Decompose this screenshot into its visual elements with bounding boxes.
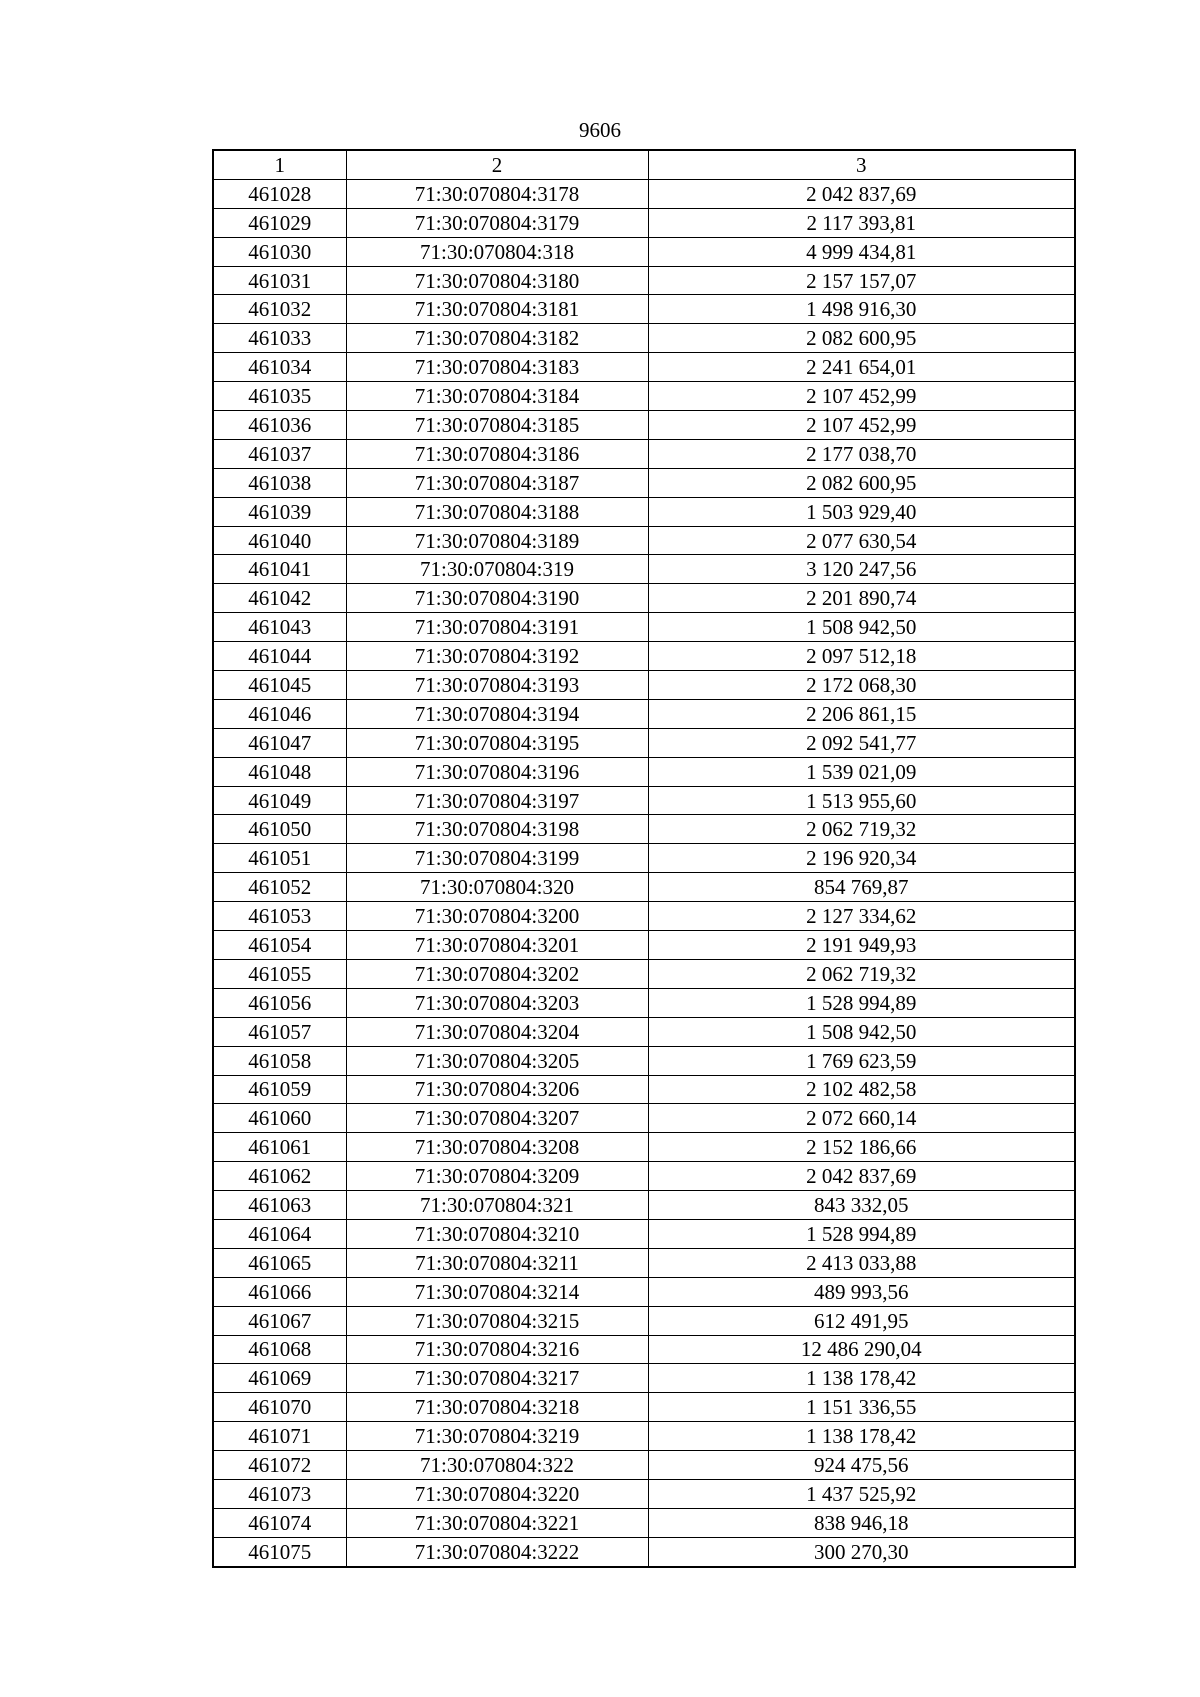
row-number-cell: 461050 — [213, 815, 346, 844]
table-row — [213, 584, 1075, 613]
table-row — [213, 179, 1075, 208]
row-number-cell: 461065 — [213, 1248, 346, 1277]
table-row — [213, 1508, 1075, 1537]
header-row — [213, 150, 1075, 179]
cadastral-number-cell: 71:30:070804:3202 — [346, 959, 648, 988]
table-row — [213, 671, 1075, 700]
row-number-cell: 461070 — [213, 1393, 346, 1422]
value-cell: 2 062 719,32 — [648, 959, 1075, 988]
value-cell: 2 152 186,66 — [648, 1133, 1075, 1162]
table-row — [213, 382, 1075, 411]
row-number-cell: 461053 — [213, 902, 346, 931]
page-number: 9606 — [579, 118, 621, 142]
value-cell: 1 138 178,42 — [648, 1364, 1075, 1393]
value-cell: 2 107 452,99 — [648, 411, 1075, 440]
table-row — [213, 439, 1075, 468]
table-body — [213, 179, 1075, 1566]
value-cell: 924 475,56 — [648, 1451, 1075, 1480]
value-cell: 1 769 623,59 — [648, 1046, 1075, 1075]
table-row — [213, 844, 1075, 873]
value-cell: 2 172 068,30 — [648, 671, 1075, 700]
row-number-cell: 461037 — [213, 439, 346, 468]
table-row — [213, 1017, 1075, 1046]
value-cell: 2 241 654,01 — [648, 353, 1075, 382]
cadastral-number-cell: 71:30:070804:3197 — [346, 786, 648, 815]
table-row — [213, 728, 1075, 757]
value-cell: 1 508 942,50 — [648, 1017, 1075, 1046]
table-row — [213, 1537, 1075, 1566]
row-number-cell: 461060 — [213, 1104, 346, 1133]
row-number-cell: 461073 — [213, 1479, 346, 1508]
cadastral-number-cell: 71:30:070804:3181 — [346, 295, 648, 324]
row-number-cell: 461042 — [213, 584, 346, 613]
cadastral-number-cell: 71:30:070804:3183 — [346, 353, 648, 382]
cadastral-number-cell: 71:30:070804:3195 — [346, 728, 648, 757]
table-row — [213, 411, 1075, 440]
value-cell: 2 042 837,69 — [648, 179, 1075, 208]
cadastral-number-cell: 71:30:070804:3219 — [346, 1422, 648, 1451]
table-row — [213, 468, 1075, 497]
table-row — [213, 208, 1075, 237]
row-number-cell: 461043 — [213, 613, 346, 642]
table-row — [213, 353, 1075, 382]
table-row — [213, 324, 1075, 353]
row-number-cell: 461071 — [213, 1422, 346, 1451]
column-header-2: 2 — [346, 150, 648, 179]
cadastral-number-cell: 71:30:070804:3182 — [346, 324, 648, 353]
row-number-cell: 461067 — [213, 1306, 346, 1335]
table-row — [213, 1219, 1075, 1248]
row-number-cell: 461028 — [213, 179, 346, 208]
row-number-cell: 461075 — [213, 1537, 346, 1566]
table-row — [213, 555, 1075, 584]
value-cell: 2 082 600,95 — [648, 324, 1075, 353]
table-row — [213, 902, 1075, 931]
table-row — [213, 642, 1075, 671]
value-cell: 2 196 920,34 — [648, 844, 1075, 873]
value-cell: 2 206 861,15 — [648, 699, 1075, 728]
value-cell: 2 413 033,88 — [648, 1248, 1075, 1277]
cadastral-number-cell: 71:30:070804:3207 — [346, 1104, 648, 1133]
row-number-cell: 461033 — [213, 324, 346, 353]
table-row — [213, 1335, 1075, 1364]
cadastral-number-cell: 71:30:070804:3178 — [346, 179, 648, 208]
table-row — [213, 786, 1075, 815]
row-number-cell: 461064 — [213, 1219, 346, 1248]
row-number-cell: 461068 — [213, 1335, 346, 1364]
cadastral-number-cell: 71:30:070804:3188 — [346, 497, 648, 526]
row-number-cell: 461069 — [213, 1364, 346, 1393]
value-cell: 1 498 916,30 — [648, 295, 1075, 324]
table-row — [213, 873, 1075, 902]
row-number-cell: 461036 — [213, 411, 346, 440]
table-row — [213, 1104, 1075, 1133]
value-cell: 1 151 336,55 — [648, 1393, 1075, 1422]
cadastral-number-cell: 71:30:070804:3214 — [346, 1277, 648, 1306]
row-number-cell: 461044 — [213, 642, 346, 671]
cadastral-number-cell: 71:30:070804:3186 — [346, 439, 648, 468]
value-cell: 2 092 541,77 — [648, 728, 1075, 757]
table-row — [213, 1191, 1075, 1220]
table-row — [213, 497, 1075, 526]
row-number-cell: 461048 — [213, 757, 346, 786]
value-cell: 2 117 393,81 — [648, 208, 1075, 237]
cadastral-number-cell: 71:30:070804:3218 — [346, 1393, 648, 1422]
row-number-cell: 461072 — [213, 1451, 346, 1480]
value-cell: 2 072 660,14 — [648, 1104, 1075, 1133]
row-number-cell: 461031 — [213, 266, 346, 295]
row-number-cell: 461066 — [213, 1277, 346, 1306]
value-cell: 2 201 890,74 — [648, 584, 1075, 613]
value-cell: 300 270,30 — [648, 1537, 1075, 1566]
table-row — [213, 1479, 1075, 1508]
row-number-cell: 461040 — [213, 526, 346, 555]
value-cell: 3 120 247,56 — [648, 555, 1075, 584]
row-number-cell: 461061 — [213, 1133, 346, 1162]
cadastral-number-cell: 71:30:070804:3204 — [346, 1017, 648, 1046]
value-cell: 1 508 942,50 — [648, 613, 1075, 642]
row-number-cell: 461030 — [213, 237, 346, 266]
value-cell: 854 769,87 — [648, 873, 1075, 902]
row-number-cell: 461039 — [213, 497, 346, 526]
table-row — [213, 1364, 1075, 1393]
cadastral-number-cell: 71:30:070804:3210 — [346, 1219, 648, 1248]
cadastral-number-cell: 71:30:070804:322 — [346, 1451, 648, 1480]
row-number-cell: 461054 — [213, 931, 346, 960]
row-number-cell: 461074 — [213, 1508, 346, 1537]
cadastral-number-cell: 71:30:070804:3185 — [346, 411, 648, 440]
table-row — [213, 815, 1075, 844]
table-row — [213, 613, 1075, 642]
value-cell: 1 138 178,42 — [648, 1422, 1075, 1451]
row-number-cell: 461051 — [213, 844, 346, 873]
row-number-cell: 461057 — [213, 1017, 346, 1046]
cadastral-number-cell: 71:30:070804:3180 — [346, 266, 648, 295]
value-cell: 2 062 719,32 — [648, 815, 1075, 844]
cadastral-number-cell: 71:30:070804:3193 — [346, 671, 648, 700]
value-cell: 1 528 994,89 — [648, 1219, 1075, 1248]
value-cell: 2 102 482,58 — [648, 1075, 1075, 1104]
value-cell: 2 097 512,18 — [648, 642, 1075, 671]
row-number-cell: 461035 — [213, 382, 346, 411]
cadastral-number-cell: 71:30:070804:3203 — [346, 988, 648, 1017]
cadastral-number-cell: 71:30:070804:3208 — [346, 1133, 648, 1162]
value-cell: 2 077 630,54 — [648, 526, 1075, 555]
table-row — [213, 237, 1075, 266]
table-row — [213, 1306, 1075, 1335]
cadastral-number-cell: 71:30:070804:321 — [346, 1191, 648, 1220]
table-row — [213, 1277, 1075, 1306]
cadastral-number-cell: 71:30:070804:3217 — [346, 1364, 648, 1393]
row-number-cell: 461047 — [213, 728, 346, 757]
value-cell: 4 999 434,81 — [648, 237, 1075, 266]
table-row — [213, 699, 1075, 728]
table-row — [213, 931, 1075, 960]
value-cell: 838 946,18 — [648, 1508, 1075, 1537]
value-cell: 489 993,56 — [648, 1277, 1075, 1306]
value-cell: 843 332,05 — [648, 1191, 1075, 1220]
row-number-cell: 461063 — [213, 1191, 346, 1220]
value-cell: 1 539 021,09 — [648, 757, 1075, 786]
value-cell: 1 503 929,40 — [648, 497, 1075, 526]
cadastral-number-cell: 71:30:070804:3206 — [346, 1075, 648, 1104]
cadastral-number-cell: 71:30:070804:3200 — [346, 902, 648, 931]
cadastral-number-cell: 71:30:070804:3216 — [346, 1335, 648, 1364]
row-number-cell: 461059 — [213, 1075, 346, 1104]
value-cell: 2 042 837,69 — [648, 1162, 1075, 1191]
row-number-cell: 461055 — [213, 959, 346, 988]
table-row — [213, 1248, 1075, 1277]
value-cell: 2 157 157,07 — [648, 266, 1075, 295]
table-row — [213, 1046, 1075, 1075]
table-row — [213, 1422, 1075, 1451]
value-cell: 2 127 334,62 — [648, 902, 1075, 931]
row-number-cell: 461049 — [213, 786, 346, 815]
table-row — [213, 1162, 1075, 1191]
cadastral-number-cell: 71:30:070804:3198 — [346, 815, 648, 844]
row-number-cell: 461058 — [213, 1046, 346, 1075]
cadastral-number-cell: 71:30:070804:3209 — [346, 1162, 648, 1191]
cadastral-number-cell: 71:30:070804:3187 — [346, 468, 648, 497]
cadastral-number-cell: 71:30:070804:3179 — [346, 208, 648, 237]
table-row — [213, 1133, 1075, 1162]
cadastral-number-cell: 71:30:070804:3220 — [346, 1479, 648, 1508]
row-number-cell: 461032 — [213, 295, 346, 324]
data-table — [212, 149, 1076, 1568]
row-number-cell: 461062 — [213, 1162, 346, 1191]
table-row — [213, 959, 1075, 988]
cadastral-number-cell: 71:30:070804:3215 — [346, 1306, 648, 1335]
table-row — [213, 1451, 1075, 1480]
table-row — [213, 1393, 1075, 1422]
value-cell: 2 082 600,95 — [648, 468, 1075, 497]
cadastral-number-cell: 71:30:070804:3190 — [346, 584, 648, 613]
value-cell: 612 491,95 — [648, 1306, 1075, 1335]
value-cell: 2 191 949,93 — [648, 931, 1075, 960]
cadastral-number-cell: 71:30:070804:318 — [346, 237, 648, 266]
column-header-1: 1 — [213, 150, 346, 179]
cadastral-number-cell: 71:30:070804:3196 — [346, 757, 648, 786]
cadastral-number-cell: 71:30:070804:3184 — [346, 382, 648, 411]
value-cell: 2 177 038,70 — [648, 439, 1075, 468]
table-row — [213, 1075, 1075, 1104]
cadastral-number-cell: 71:30:070804:3192 — [346, 642, 648, 671]
table-header — [213, 150, 1075, 179]
cadastral-number-cell: 71:30:070804:3211 — [346, 1248, 648, 1277]
row-number-cell: 461046 — [213, 699, 346, 728]
value-cell: 12 486 290,04 — [648, 1335, 1075, 1364]
table-row — [213, 526, 1075, 555]
row-number-cell: 461052 — [213, 873, 346, 902]
value-cell: 1 437 525,92 — [648, 1479, 1075, 1508]
row-number-cell: 461056 — [213, 988, 346, 1017]
cadastral-number-cell: 71:30:070804:320 — [346, 873, 648, 902]
cadastral-number-cell: 71:30:070804:3194 — [346, 699, 648, 728]
cadastral-number-cell: 71:30:070804:3222 — [346, 1537, 648, 1566]
row-number-cell: 461034 — [213, 353, 346, 382]
row-number-cell: 461041 — [213, 555, 346, 584]
cadastral-number-cell: 71:30:070804:3201 — [346, 931, 648, 960]
cadastral-number-cell: 71:30:070804:3205 — [346, 1046, 648, 1075]
value-cell: 2 107 452,99 — [648, 382, 1075, 411]
table-row — [213, 757, 1075, 786]
cadastral-number-cell: 71:30:070804:3199 — [346, 844, 648, 873]
table-row — [213, 295, 1075, 324]
cadastral-number-cell: 71:30:070804:319 — [346, 555, 648, 584]
cadastral-number-cell: 71:30:070804:3191 — [346, 613, 648, 642]
value-cell: 1 528 994,89 — [648, 988, 1075, 1017]
row-number-cell: 461029 — [213, 208, 346, 237]
row-number-cell: 461038 — [213, 468, 346, 497]
row-number-cell: 461045 — [213, 671, 346, 700]
column-header-3: 3 — [648, 150, 1075, 179]
cadastral-number-cell: 71:30:070804:3189 — [346, 526, 648, 555]
table-row — [213, 266, 1075, 295]
value-cell: 1 513 955,60 — [648, 786, 1075, 815]
cadastral-number-cell: 71:30:070804:3221 — [346, 1508, 648, 1537]
table-row — [213, 988, 1075, 1017]
